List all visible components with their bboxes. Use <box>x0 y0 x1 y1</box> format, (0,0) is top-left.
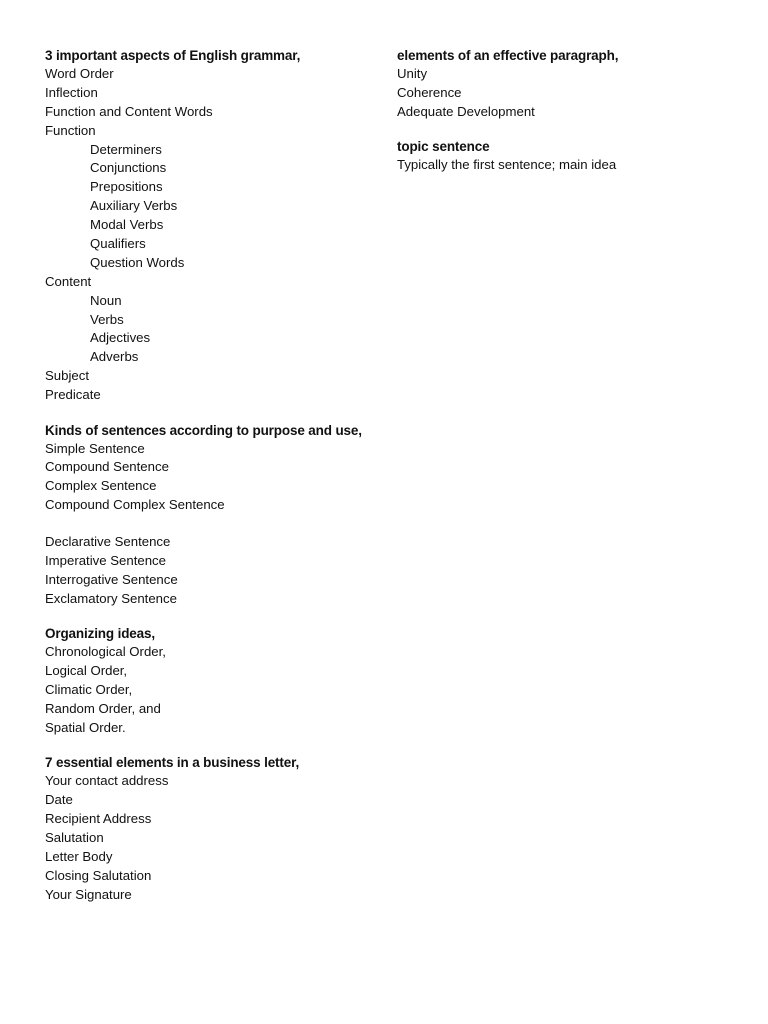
spacer <box>45 405 375 421</box>
grammar-tail-item: Predicate <box>45 387 101 403</box>
sentence-structure-item: Compound Sentence <box>45 459 169 475</box>
grammar-section <box>45 46 375 405</box>
grammar-item: Function <box>45 122 96 138</box>
business-letter-item: Letter Body <box>45 848 113 864</box>
sentences-section <box>45 421 375 609</box>
sentence-structure-item: Compound Complex Sentence <box>45 497 225 513</box>
paragraph-element-item: Unity <box>397 66 428 81</box>
topic-sentence-definition: Typically the first sentence; main idea <box>397 157 617 173</box>
sentence-purpose-item: Declarative Sentence <box>45 534 171 550</box>
business-letter-item: Closing Salutation <box>45 867 152 883</box>
business-letter-item: Recipient Address <box>45 811 152 827</box>
function-word-item: Question Words <box>90 254 185 270</box>
content-word-item: Verbs <box>90 311 124 327</box>
spacer <box>45 738 375 754</box>
content-word-item: Noun <box>90 292 122 308</box>
content-word-item: Adjectives <box>90 330 151 346</box>
sentence-purpose-item: Imperative Sentence <box>45 553 166 569</box>
paragraph-element-item: Adequate Development <box>397 103 535 119</box>
function-word-item: Modal Verbs <box>90 217 164 233</box>
sentence-structure-item: Complex Sentence <box>45 478 157 494</box>
topic-sentence-heading: topic sentence <box>397 139 490 155</box>
organizing-item: Logical Order, <box>45 663 128 679</box>
business-letter-item: Your contact address <box>45 773 169 789</box>
topic-sentence-section <box>397 137 737 175</box>
grammar-item: Word Order <box>45 66 114 81</box>
grammar-item: Inflection <box>45 84 98 100</box>
organizing-heading: Organizing ideas, <box>45 626 155 642</box>
function-word-item: Conjunctions <box>90 160 167 176</box>
business-letter-section <box>45 753 375 904</box>
paragraph-heading: elements of an effective paragraph, <box>397 48 619 63</box>
organizing-item: Spatial Order. <box>45 719 126 735</box>
grammar-heading: 3 important aspects of English grammar, <box>45 48 301 63</box>
business-letter-heading: 7 essential elements in a business letter, <box>45 755 300 771</box>
spacer <box>45 515 375 533</box>
business-letter-item: Salutation <box>45 829 104 845</box>
organizing-item: Climatic Order, <box>45 682 133 698</box>
organizing-section <box>45 624 375 737</box>
sentence-purpose-item: Exclamatory Sentence <box>45 590 177 606</box>
paragraph-element-item: Coherence <box>397 84 462 100</box>
organizing-item: Random Order, and <box>45 701 161 717</box>
content-label: Content <box>45 273 92 289</box>
sentences-heading: Kinds of sentences according to purpose and use, <box>45 422 362 438</box>
spacer <box>45 609 375 625</box>
function-word-item: Prepositions <box>90 179 163 195</box>
content-word-item: Adverbs <box>90 349 139 365</box>
function-word-item: Qualifiers <box>90 236 146 252</box>
paragraph-section <box>397 46 737 122</box>
business-letter-item: Date <box>45 792 73 808</box>
grammar-tail-item: Subject <box>45 368 89 384</box>
grammar-item: Function and Content Words <box>45 103 213 119</box>
business-letter-item: Your Signature <box>45 886 132 902</box>
left-column <box>45 46 375 905</box>
spacer <box>397 122 737 138</box>
sentence-structure-item: Simple Sentence <box>45 440 145 456</box>
right-column <box>397 46 737 175</box>
organizing-item: Chronological Order, <box>45 644 166 660</box>
function-word-item: Auxiliary Verbs <box>90 198 178 214</box>
function-word-item: Determiners <box>90 141 162 157</box>
sentence-purpose-item: Interrogative Sentence <box>45 572 178 588</box>
